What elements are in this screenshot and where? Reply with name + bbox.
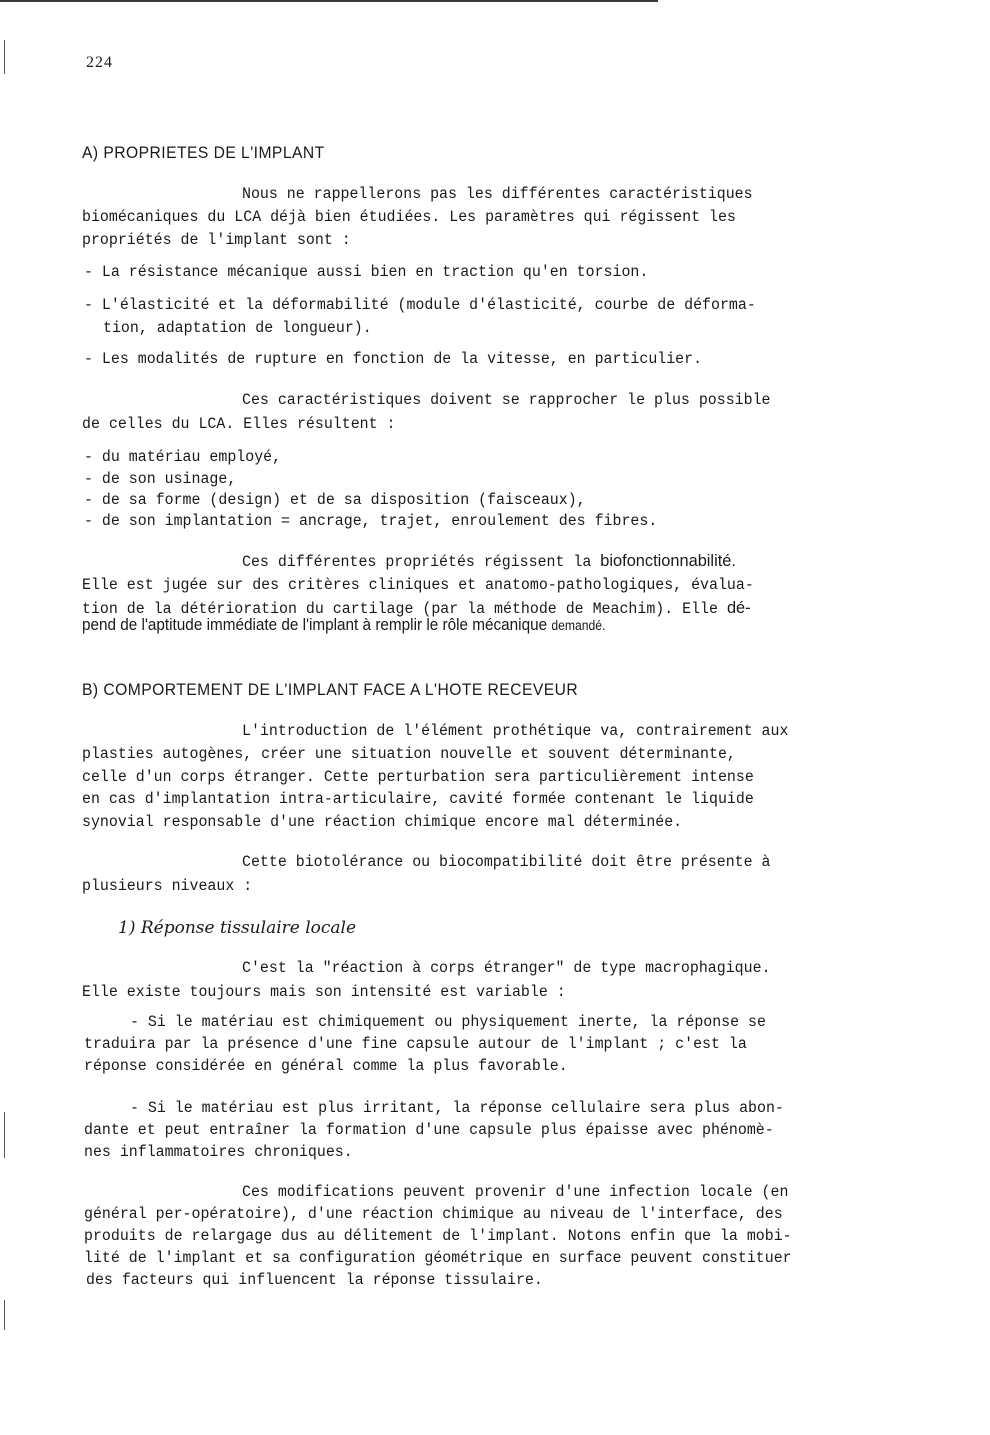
text-line: général per-opératoire), d'une réaction chimique au niveau de l'interface, des <box>84 1205 783 1223</box>
text-line <box>82 615 605 636</box>
text-line: dante et peut entraîner la formation d'une capsule plus épaisse avec phénomè- <box>84 1121 774 1139</box>
section-a-heading: A) PROPRIETES DE L'IMPLANT <box>82 143 325 162</box>
text-line: Elle est jugée sur des critères cliniques et anatomo-pathologiques, évalua- <box>82 576 754 594</box>
margin-mark <box>4 1300 5 1330</box>
text-line: synovial responsable d'une réaction chimique encore mal déterminée. <box>82 813 683 831</box>
margin-mark <box>4 1112 5 1158</box>
list-item: - de sa forme (design) et de sa disposition (faisceaux), <box>84 491 586 509</box>
text-line: en cas d'implantation intra-articulaire, cavité formée contenant le liquide <box>82 790 754 808</box>
text-line: propriétés de l'implant sont : <box>82 231 351 249</box>
page-number: 224 <box>86 54 113 71</box>
subsection-heading: 1) Réponse tissulaire locale <box>118 918 357 938</box>
text-line: - L'élasticité et la déformabilité (module d'élasticité, courbe de déforma- <box>84 296 756 314</box>
text-line: nes inflammatoires chroniques. <box>84 1143 353 1161</box>
text-run: biofonctionnabilité. <box>600 551 736 570</box>
text-line: Cette biotolérance ou biocompatibilité doit être présente à <box>242 853 771 871</box>
text-line: produits de relargage dus au délitement de l'implant. Notons enfin que la mobi- <box>84 1227 792 1245</box>
text-line: plasties autogènes, créer une situation nouvelle et souvent déterminante, <box>82 745 736 763</box>
text-line: - Si le matériau est chimiquement ou physiquement inerte, la réponse se <box>130 1013 766 1031</box>
text-line: plusieurs niveaux : <box>82 877 253 895</box>
text-line: Nous ne rappellerons pas les différentes caractéristiques <box>242 185 753 203</box>
text-line: biomécaniques du LCA déjà bien étudiées. Les paramètres qui régissent les <box>82 208 736 226</box>
text-line: tion, adaptation de longueur). <box>103 319 372 337</box>
text-line <box>242 551 736 572</box>
text-line: Ces modifications peuvent provenir d'une infection locale (en <box>242 1183 789 1201</box>
margin-mark <box>4 40 5 74</box>
text-line: traduira par la présence d'une fine capsule autour de l'implant ; c'est la <box>84 1035 747 1053</box>
text-line: réponse considérée en général comme la plus favorable. <box>84 1057 568 1075</box>
text-line: C'est la "réaction à corps étranger" de type macrophagique. <box>242 959 771 977</box>
text-run: Ces différentes propriétés régissent la <box>242 553 601 571</box>
text-line: - Si le matériau est plus irritant, la réponse cellulaire sera plus abon- <box>130 1099 784 1117</box>
text-line: Elle existe toujours mais son intensité est variable : <box>82 983 566 1001</box>
list-item: - du matériau employé, <box>84 448 282 466</box>
top-rule <box>0 0 658 2</box>
list-item: - de son implantation = ancrage, trajet, enroulement des fibres. <box>84 512 658 530</box>
text-line: des facteurs qui influencent la réponse tissulaire. <box>86 1271 543 1289</box>
text-line: de celles du LCA. Elles résultent : <box>82 415 396 433</box>
text-line: lité de l'implant et sa configuration géométrique en surface peuvent constituer <box>84 1249 792 1267</box>
text-run: pend de l'aptitude immédiate de l'implant à remplir le rôle mécanique <box>82 615 552 634</box>
section-b-heading: B) COMPORTEMENT DE L'IMPLANT FACE A L'HOTE RECEVEUR <box>82 680 579 699</box>
text-line: Ces caractéristiques doivent se rapprocher le plus possible <box>242 391 771 409</box>
text-run: dé- <box>726 598 751 617</box>
list-item: - de son usinage, <box>84 470 237 488</box>
text-run: demandé. <box>551 618 606 633</box>
text-line: - Les modalités de rupture en fonction de la vitesse, en particulier. <box>84 350 703 368</box>
text-run: tion de la détérioration du cartilage (par la méthode de Meachim). Elle <box>82 600 727 618</box>
text-line: celle d'un corps étranger. Cette perturbation sera particulièrement intense <box>82 768 754 786</box>
text-line: L'introduction de l'élément prothétique va, contrairement aux <box>242 722 789 740</box>
text-line: - La résistance mécanique aussi bien en traction qu'en torsion. <box>84 263 649 281</box>
